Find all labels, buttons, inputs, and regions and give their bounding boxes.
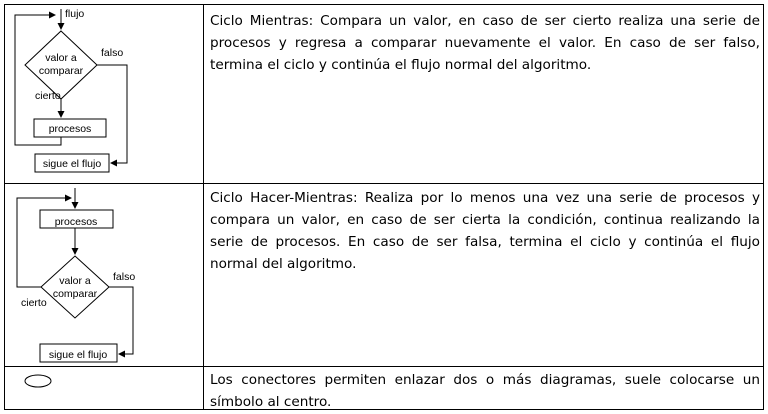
true-label: cierto (35, 90, 61, 102)
decision-diamond (41, 256, 109, 318)
decision-label-line1: valor a (45, 52, 77, 64)
decision-label-line1: valor a (59, 275, 91, 287)
end-label: sigue el flujo (42, 158, 102, 170)
connector-description: Los conectores permiten enlazar dos o más diagramas, suele colocarse un símbolo al centro. (210, 372, 760, 410)
column-divider (203, 5, 204, 409)
false-branch-arrow (97, 65, 127, 163)
process-label: procesos (48, 123, 92, 135)
do-while-loop-description: Ciclo Hacer-Mientras: Realiza por lo menos una vez una serie de procesos y compara un valor, en caso de ser cierta la condición, continua realizando la serie de procesos. En caso de ser falsa, termina el ciclo y continúa el flujo normal del algoritmo. (210, 190, 760, 272)
flow-label: flujo (65, 8, 85, 20)
while-loop-description: Ciclo Mientras: Compara un valor, en caso de ser cierto realiza una serie de procesos y regresa a comparar nuevamente el valor. En caso de ser falso, termina el ciclo y continúa el flujo normal del algoritmo. (210, 13, 760, 73)
true-label: cierto (21, 297, 47, 309)
false-label: falso (113, 271, 136, 283)
decision-label-line2: comparar (52, 288, 98, 300)
process-label: procesos (54, 216, 98, 228)
decision-label-line2: comparar (38, 65, 84, 77)
while-loop-diagram (5, 5, 203, 183)
end-label: sigue el flujo (48, 349, 108, 361)
flowchart-symbols-table (4, 4, 764, 410)
false-label: falso (101, 47, 124, 59)
do-while-loop-diagram (5, 184, 203, 366)
connector-diagram (5, 367, 203, 410)
connector-ellipse-icon (25, 375, 51, 387)
